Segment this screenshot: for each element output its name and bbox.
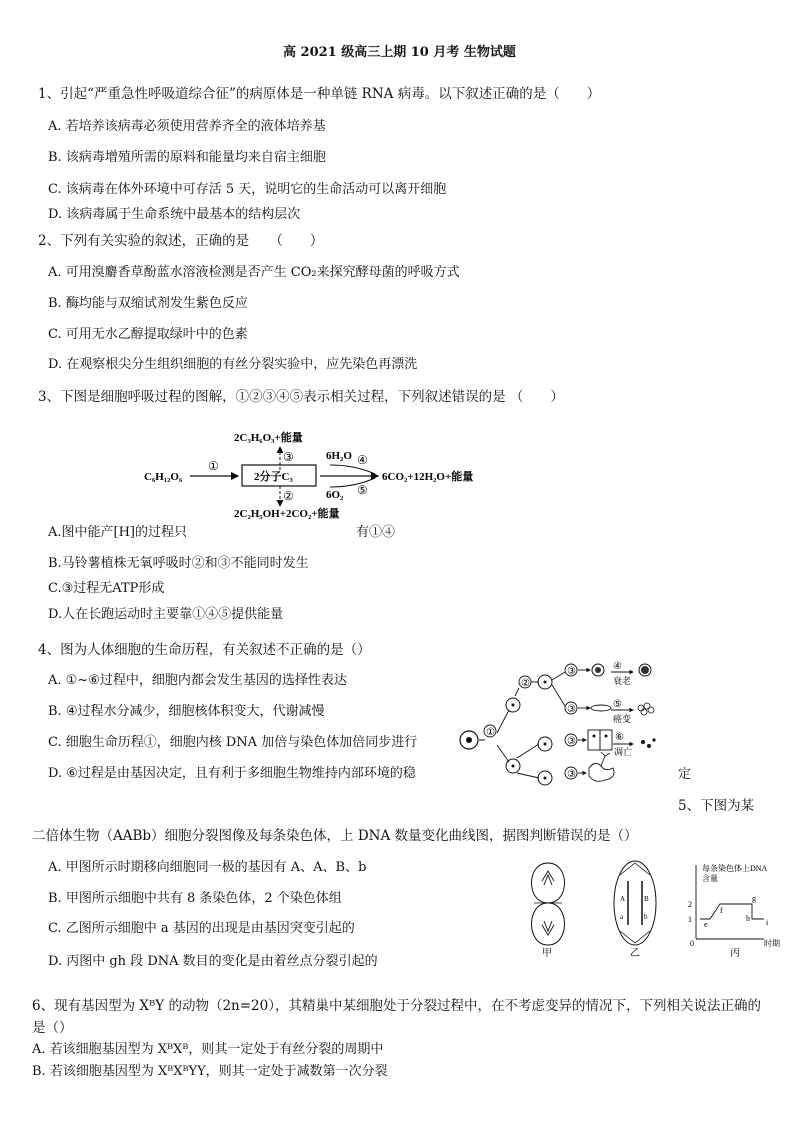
graph-y-0: 0 bbox=[690, 939, 694, 948]
gene-a-lower: a bbox=[620, 913, 624, 921]
ethanol-product: 2C₂H₅OH+2CO₂+能量 bbox=[234, 508, 340, 520]
question-2-stem: 2、下列有关实验的叙述，正确的是 （ ） bbox=[38, 233, 324, 249]
gene-b-lower: b bbox=[644, 913, 648, 921]
question-2-option-d: D. 在观察根尖分生组织细胞的有丝分裂实验中，应先染色再漂洗 bbox=[48, 357, 418, 372]
lactate-product: 2C₃H₆O₃+能量 bbox=[234, 432, 303, 444]
process-5-label: ⑤ bbox=[357, 483, 368, 497]
question-6-stem-continued: 是（） bbox=[32, 1020, 73, 1036]
process-2-label: ② bbox=[283, 489, 294, 503]
figure-jia-label: 甲 bbox=[542, 948, 552, 959]
senescence-label: 衰老 bbox=[613, 676, 632, 686]
question-4-option-c: C. 细胞生命历程①，细胞内核 DNA 加倍与染色体加倍同步进行 bbox=[48, 735, 418, 750]
question-4-option-b: B. ④过程水分减少，细胞核体积变大，代谢减慢 bbox=[48, 704, 325, 719]
process-5-label: ⑤ bbox=[613, 699, 622, 710]
question-3-option-c: C.③过程无ATP形成 bbox=[48, 581, 165, 596]
question-1-stem: 1、引起“严重急性呼吸道综合征”的病原体是一种单链 RNA 病毒。以下叙述正确的是（ ） bbox=[38, 86, 601, 102]
point-h: h bbox=[746, 914, 750, 923]
question-2-option-b: B. 酶均能与双缩试剂发生紫色反应 bbox=[48, 296, 248, 311]
glucose-label: C₆H₁₂O₆ bbox=[144, 471, 183, 483]
point-i: i bbox=[766, 918, 769, 927]
dna-curve bbox=[700, 904, 764, 919]
process-4-label: ④ bbox=[613, 661, 622, 672]
graph-title-line1: 每条染色体上DNA bbox=[702, 864, 768, 873]
process-3-label-middle: ③ bbox=[567, 704, 576, 715]
pyruvate-label: 2分子C₃ bbox=[254, 471, 293, 483]
cell-life-history-diagram bbox=[455, 660, 670, 790]
water-input: 6H₂O bbox=[326, 450, 352, 462]
graph-title-line2: 含量 bbox=[702, 874, 718, 883]
death-label: 凋亡 bbox=[614, 747, 633, 757]
graph-x-label: 时期 bbox=[764, 939, 780, 948]
question-5-option-c: C. 乙图所示细胞中 a 基因的出现是由基因突变引起的 bbox=[48, 921, 355, 936]
question-2-option-a: A. 可用溴麝香草酚蓝水溶液检测是否产生 CO₂来探究酵母菌的呼吸方式 bbox=[48, 265, 460, 280]
question-6-stem: 6、现有基因型为 XᴮY 的动物（2n=20），其精巢中某细胞处于分裂过程中，在不考虑变异的情况下，下列相关说法正确的 bbox=[32, 998, 761, 1014]
question-1-option-a: A. 若培养该病毒必须使用营养齐全的液体培养基 bbox=[48, 119, 326, 134]
process-3-label-lower: ③ bbox=[567, 736, 576, 747]
question-5-option-b: B. 甲图所示细胞中共有 8 条染色体，2 个染色体组 bbox=[48, 891, 342, 906]
question-3-stem: 3、下图是细胞呼吸过程的图解，①②③④⑤表示相关过程，下列叙述错误的是 （ ） bbox=[38, 389, 564, 405]
question-3-option-a: A.图中能产[H]的过程只 bbox=[48, 525, 188, 540]
gene-b-upper: B bbox=[644, 895, 649, 903]
point-e: e bbox=[704, 920, 708, 929]
point-f: f bbox=[720, 906, 723, 915]
question-5-option-d: D. 丙图中 gh 段 DNA 数目的变化是由着丝点分裂引起的 bbox=[48, 954, 378, 969]
gene-a-upper: A bbox=[620, 895, 626, 903]
process-1-label: ① bbox=[208, 459, 219, 473]
process-2-label: ② bbox=[521, 678, 530, 689]
graph-y-2: 2 bbox=[688, 900, 692, 909]
question-4-option-d: D. ⑥过程是由基因决定，且有利于多细胞生物维持内部环境的稳 bbox=[48, 766, 416, 781]
figure-yi-label: 乙 bbox=[630, 948, 640, 959]
question-3-option-b: B.马铃薯植株无氧呼吸时②和③不能同时发生 bbox=[48, 556, 309, 571]
question-1-option-d: D. 该病毒属于生命系统中最基本的结构层次 bbox=[48, 207, 301, 222]
process-3-label-upper: ③ bbox=[567, 666, 576, 677]
process-3-label: ③ bbox=[283, 450, 294, 464]
question-5-stem-start: 5、下图为某 bbox=[678, 798, 755, 814]
cancer-label: 癌变 bbox=[613, 714, 632, 724]
process-4-label: ④ bbox=[357, 453, 368, 467]
aerobic-products: 6CO₂+12H₂O+能量 bbox=[382, 471, 474, 483]
question-6-option-a: A. 若该细胞基因型为 XᴮXᴮ，则其一定处于有丝分裂的周期中 bbox=[32, 1042, 384, 1057]
point-g: g bbox=[752, 894, 756, 903]
respiration-diagram bbox=[130, 425, 530, 525]
question-4-option-a: A. ①~⑥过程中，细胞内都会发生基因的选择性表达 bbox=[48, 673, 347, 688]
question-2-option-c: C. 可用无水乙醇提取绿叶中的色素 bbox=[48, 327, 248, 342]
question-6-option-b: B. 若该细胞基因型为 XᴮXᴮYY，则其一定处于减数第一次分裂 bbox=[32, 1064, 388, 1079]
question-4-option-d-continued: 定 bbox=[678, 767, 692, 782]
graph-y-1: 1 bbox=[688, 915, 692, 924]
cell-yi bbox=[614, 861, 656, 945]
question-1-option-b: B. 该病毒增殖所需的原料和能量均来自宿主细胞 bbox=[48, 150, 326, 165]
question-4-stem: 4、图为人体细胞的生命历程，有关叙述不正确的是（） bbox=[38, 642, 371, 658]
cell-division-figures bbox=[520, 855, 790, 960]
oxygen-input: 6O₂ bbox=[326, 489, 344, 501]
question-3-option-d: D.人在长跑运动时主要靠①④⑤提供能量 bbox=[48, 607, 284, 622]
figure-bing-label: 丙 bbox=[730, 948, 740, 959]
process-3-label-bottom: ③ bbox=[567, 769, 576, 780]
process-6-label: ⑥ bbox=[615, 732, 624, 743]
question-5-option-a: A. 甲图所示时期移向细胞同一极的基因有 A、A、B、b bbox=[48, 860, 367, 875]
page-title: 高 2021 级高三上期 10 月考 生物试题 bbox=[283, 45, 516, 60]
question-1-option-c: C. 该病毒在体外环境中可存活 5 天，说明它的生命活动可以离开细胞 bbox=[48, 182, 447, 197]
question-5-stem: 二倍体生物（AABb）细胞分裂图像及每条染色体，上 DNA 数量变化曲线图，据图判断错误的是（） bbox=[32, 828, 638, 844]
process-1-label: ① bbox=[486, 727, 495, 738]
question-3-option-a-continued: 有①④ bbox=[356, 525, 396, 540]
